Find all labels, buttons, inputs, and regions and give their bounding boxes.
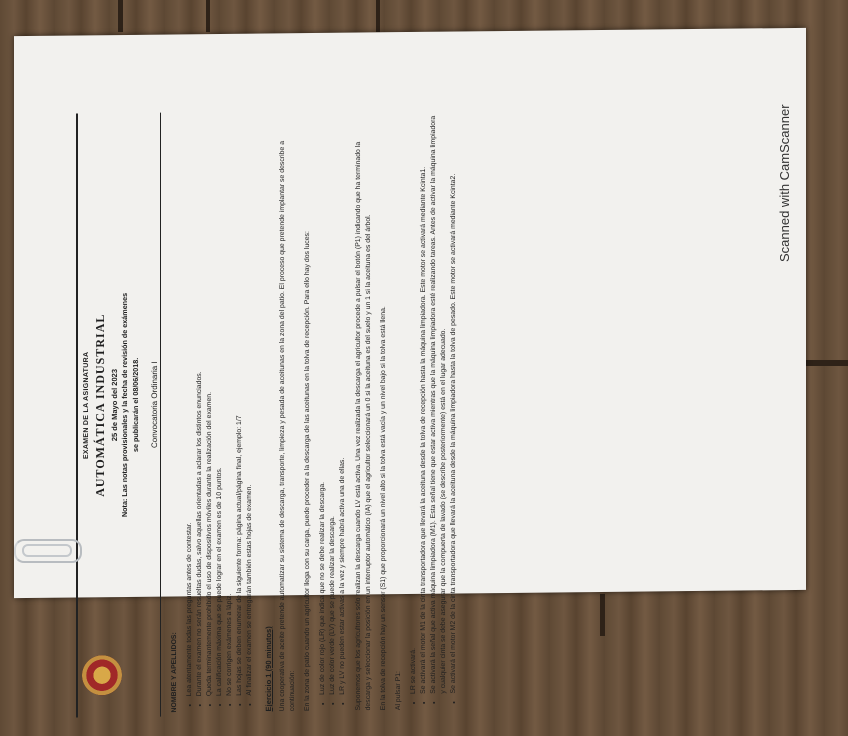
rule-item: • Las hojas se deben enumerar de la siguiente forma: página actual/página final, ejemplo: 1/7 xyxy=(235,116,245,696)
light-item: • LR y LV no pueden estar activas a la vez y siempre habrá activa una de ellas. xyxy=(338,115,348,695)
watermark-text: Scanned with CamScanner xyxy=(777,104,792,262)
light-item: • Luz de color rojo (LR) que indica que no se debe realizar la descarga. xyxy=(318,115,328,695)
wood-plank-gap xyxy=(806,360,848,366)
header-top-rule xyxy=(76,113,78,717)
notice-line-1: Nota: Las notas provisionales y la fecha de revisión de exámenes xyxy=(120,292,130,518)
paperclip-inner-icon xyxy=(22,544,72,557)
wood-plank-gap xyxy=(206,0,210,32)
exam-page-rotated xyxy=(68,90,588,735)
paragraph-discharge: Suponemos que los agricultores solo realizan la descarga cuando LV está activa. Una vez realizada la descarga el agricultor procede a pulsar el botón (P1) indicando que ha terminado la descarga y seleccionar la posición en un interruptor automático (IA) que el agricultor seleccionará un 0 si la aceituna es del suelo y un 1 si la aceituna es del árbol. xyxy=(355,141,372,711)
action-item: • Se activará el motor M1 de la cinta transportadora que llevará la aceituna desde la tolva de recepción hasta la máquina limpiadora. Este motor se activará mediante Kcinta1. xyxy=(419,114,429,694)
header-bottom-rule xyxy=(160,113,161,717)
header-subtitle: EXAMEN DE LA ASIGNATURA xyxy=(83,351,90,460)
rule-item: • Queda terminantemente prohibido el uso de dispositivos móviles durante la realización del examen. xyxy=(205,116,215,696)
action-item: • Se activará la señal que activa máquina limpiadora (M1). Esta señal tiene que estar activa mientras que la máquina limpiadora esté realizando tareas. Antes de activar la máquina limpiadora y cualquier cinta se debe asegurar que la compuerta de lavado (se describe posteriormente) está en el lugar adecuado. xyxy=(429,114,449,694)
action-item: • Se activará el motor M2 de la cinta transportadora que llevará la aceituna desde la máquina limpiadora hasta la tolva de pesado. Este motor se activará mediante Kcinta2. xyxy=(449,113,459,693)
action-item: • LR se activará. xyxy=(409,114,419,694)
rules-list xyxy=(185,116,255,713)
paragraph-p1: Al pulsar P1: xyxy=(395,671,402,711)
wood-plank-gap xyxy=(376,0,380,32)
light-item: • Luz de color verde (LV) que se puede realizar la descarga. xyxy=(328,115,338,695)
student-name-label: NOMBRE Y APELLIDOS: xyxy=(171,632,178,713)
rule-item: • Al finalizar el examen se entregarán también estas hojas de examen. xyxy=(245,116,255,696)
exercise-title: Ejercicio 1 (90 minutos) xyxy=(264,626,273,712)
notice-line-2: se publicarán el 08/06/2018. xyxy=(130,357,140,453)
exam-paper xyxy=(14,28,806,713)
exam-body xyxy=(170,113,465,712)
convocatoria: Convocatoria Ordinaria I xyxy=(150,361,160,449)
rule-item: • No se corrigen exámenes a lápiz. xyxy=(225,116,235,696)
exam-header xyxy=(82,195,161,616)
paragraph-sensor: En la tolva de recepción hay un sensor (S1) que proporcionará un nivel alto si la tolva está vacía y un nivel bajo si la tolva está llena. xyxy=(380,306,387,711)
rule-item: • Lea atentamente todas las preguntas antes de contestar. xyxy=(185,116,195,696)
actions-list xyxy=(409,113,459,710)
exam-date: 25 de Mayo del 2023 xyxy=(109,368,119,442)
lights-list xyxy=(318,115,348,711)
wood-plank-gap xyxy=(118,0,123,32)
course-title: AUTOMÁTICA INDUSTRIAL xyxy=(93,313,108,497)
rule-item: • La calificación máxima que se puede lograr en el examen es de 10 puntos. xyxy=(215,116,225,696)
paragraph-patio: En la zona de patio cuando un agricultor llega con su carga, puede proceder a la descarga de las aceitunas en la tolva de recepción. Para ello hay dos luces: xyxy=(304,231,311,712)
wood-plank-gap xyxy=(600,594,605,636)
university-seal-icon xyxy=(82,655,122,695)
paragraph-intro: Una cooperativa de aceite pretende automatizar su sistema de descarga, transporte, limpieza y pesada de aceitunas en la zona del patio. El proceso que pretende implantar se describe a continuación: xyxy=(279,140,296,712)
rule-item: • Durante el examen no serán resueltas dudas, salvo aquellas orientadas a aclarar los distintos enunciados. xyxy=(195,116,205,696)
